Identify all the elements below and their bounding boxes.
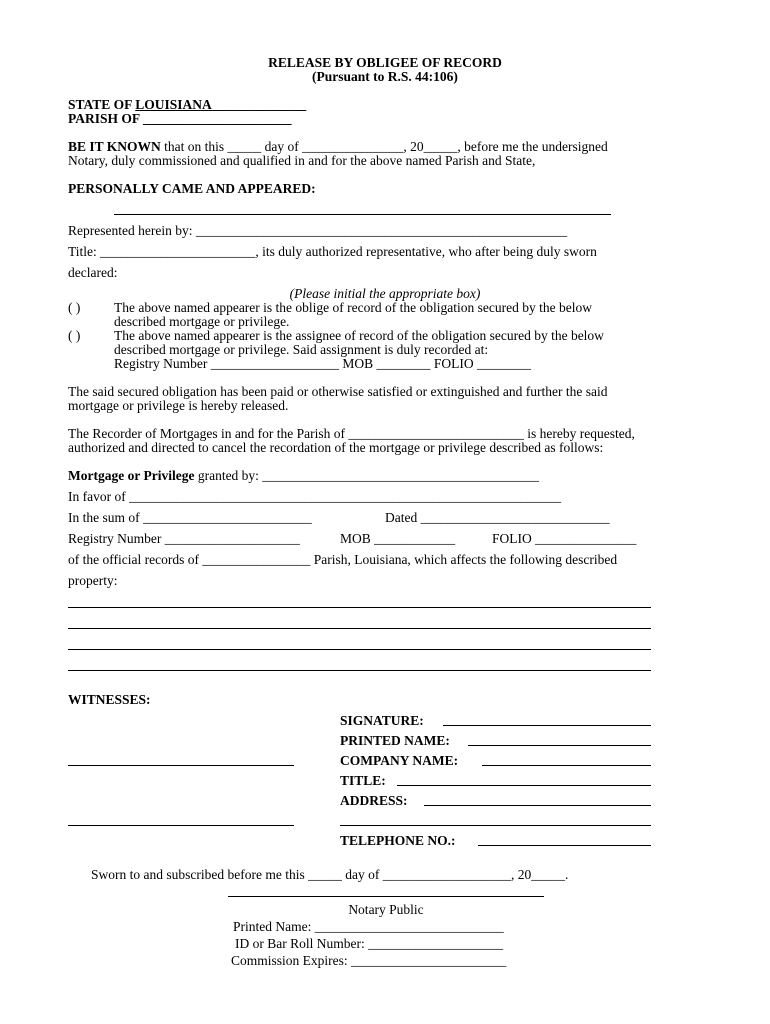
option-oblige-line2: described mortgage or privilege. (114, 314, 290, 329)
parish-line: PARISH OF ______________________ (68, 111, 292, 126)
notary-commission-line: Notary, duly commissioned and qualified in and for the above named Parish and State, (68, 153, 536, 168)
document-title: RELEASE BY OBLIGEE OF RECORD (268, 55, 502, 70)
property-blank-2[interactable] (68, 628, 651, 629)
telephone-blank[interactable] (478, 845, 651, 846)
personally-appeared-heading: PERSONALLY CAME AND APPEARED: (68, 181, 316, 196)
registry-number-line: Registry Number ____________________ (68, 531, 300, 546)
sworn-line: Sworn to and subscribed before me this _____ day of ___________________, 20_____. (91, 867, 569, 882)
paid-line1: The said secured obligation has been paid or otherwise satisfied or extinguished and further the said (68, 384, 608, 399)
checkbox-assignee[interactable]: ( ) (68, 328, 81, 343)
company-name-label: COMPANY NAME: (340, 753, 459, 768)
notary-public-label: Notary Public (348, 902, 424, 917)
option-oblige-line1: The above named appearer is the oblige of record of the obligation secured by the below (114, 300, 592, 315)
appearer-name-blank[interactable] (114, 214, 611, 215)
id-bar-roll-line: ID or Bar Roll Number: ____________________ (235, 936, 504, 951)
telephone-label: TELEPHONE NO.: (340, 833, 456, 848)
option-assignee-line1: The above named appearer is the assignee of record of the obligation secured by the below (114, 328, 604, 343)
represented-by-line: Represented herein by: _______________________________________________________ (68, 223, 568, 238)
mortgage-granted-by-line: Mortgage or Privilege granted by: _________________________________________ (68, 468, 540, 483)
signature-label: SIGNATURE: (340, 713, 424, 728)
state-value: LOUISIANA (135, 97, 212, 112)
in-the-sum-of-line: In the sum of _________________________ (68, 510, 312, 525)
checkbox-oblige[interactable]: ( ) (68, 300, 81, 315)
declared-label: declared: (68, 265, 118, 280)
witness-2-signature-blank[interactable] (68, 825, 294, 826)
title-line: Title: _______________________, its duly authorized representative, who after being duly sworn (68, 244, 597, 259)
witnesses-heading: WITNESSES: (68, 692, 151, 707)
title-blank[interactable] (397, 785, 651, 786)
option-assignee-line2: described mortgage or privilege. Said assignment is duly recorded at: (114, 342, 489, 357)
property-blank-4[interactable] (68, 670, 651, 671)
title-label: TITLE: (340, 773, 386, 788)
document-subtitle: (Pursuant to R.S. 44:106) (312, 69, 458, 84)
printed-name-label: PRINTED NAME: (340, 733, 450, 748)
mob-line: MOB ____________ (340, 531, 456, 546)
company-name-blank[interactable] (482, 765, 651, 766)
notary-printed-name-line: Printed Name: ____________________________ (233, 919, 504, 934)
property-blank-3[interactable] (68, 649, 651, 650)
notary-signature-blank[interactable] (228, 896, 544, 897)
state-line: STATE OF LOUISIANA______________ (68, 97, 307, 112)
initial-instruction: (Please initial the appropriate box) (289, 286, 481, 301)
paid-line2: mortgage or privilege is hereby released. (68, 398, 289, 413)
option-assignee-registry: Registry Number ___________________ MOB ________ FOLIO ________ (114, 356, 531, 371)
recorder-line2: authorized and directed to cancel the recordation of the mortgage or privilege described as follows: (68, 440, 604, 455)
address-blank[interactable] (424, 805, 651, 806)
property-blank-1[interactable] (68, 607, 651, 608)
address-label: ADDRESS: (340, 793, 408, 808)
dated-line: Dated ____________________________ (385, 510, 610, 525)
property-label: property: (68, 573, 118, 588)
address-blank-2[interactable] (340, 825, 651, 826)
official-records-line: of the official records of ________________ Parish, Louisiana, which affects the following described (68, 552, 618, 567)
recorder-line1: The Recorder of Mortgages in and for the Parish of __________________________ is hereby requested, (68, 426, 635, 441)
signature-blank[interactable] (443, 725, 651, 726)
folio-line: FOLIO _______________ (492, 531, 637, 546)
be-it-known-line: BE IT KNOWN that on this _____ day of _______________, 20_____, before me the undersigned (68, 139, 608, 154)
witness-1-signature-blank[interactable] (68, 765, 294, 766)
printed-name-blank[interactable] (468, 745, 651, 746)
commission-expires-line: Commission Expires: _______________________ (231, 953, 507, 968)
in-favor-of-line: In favor of ________________________________________________________________ (68, 489, 562, 504)
